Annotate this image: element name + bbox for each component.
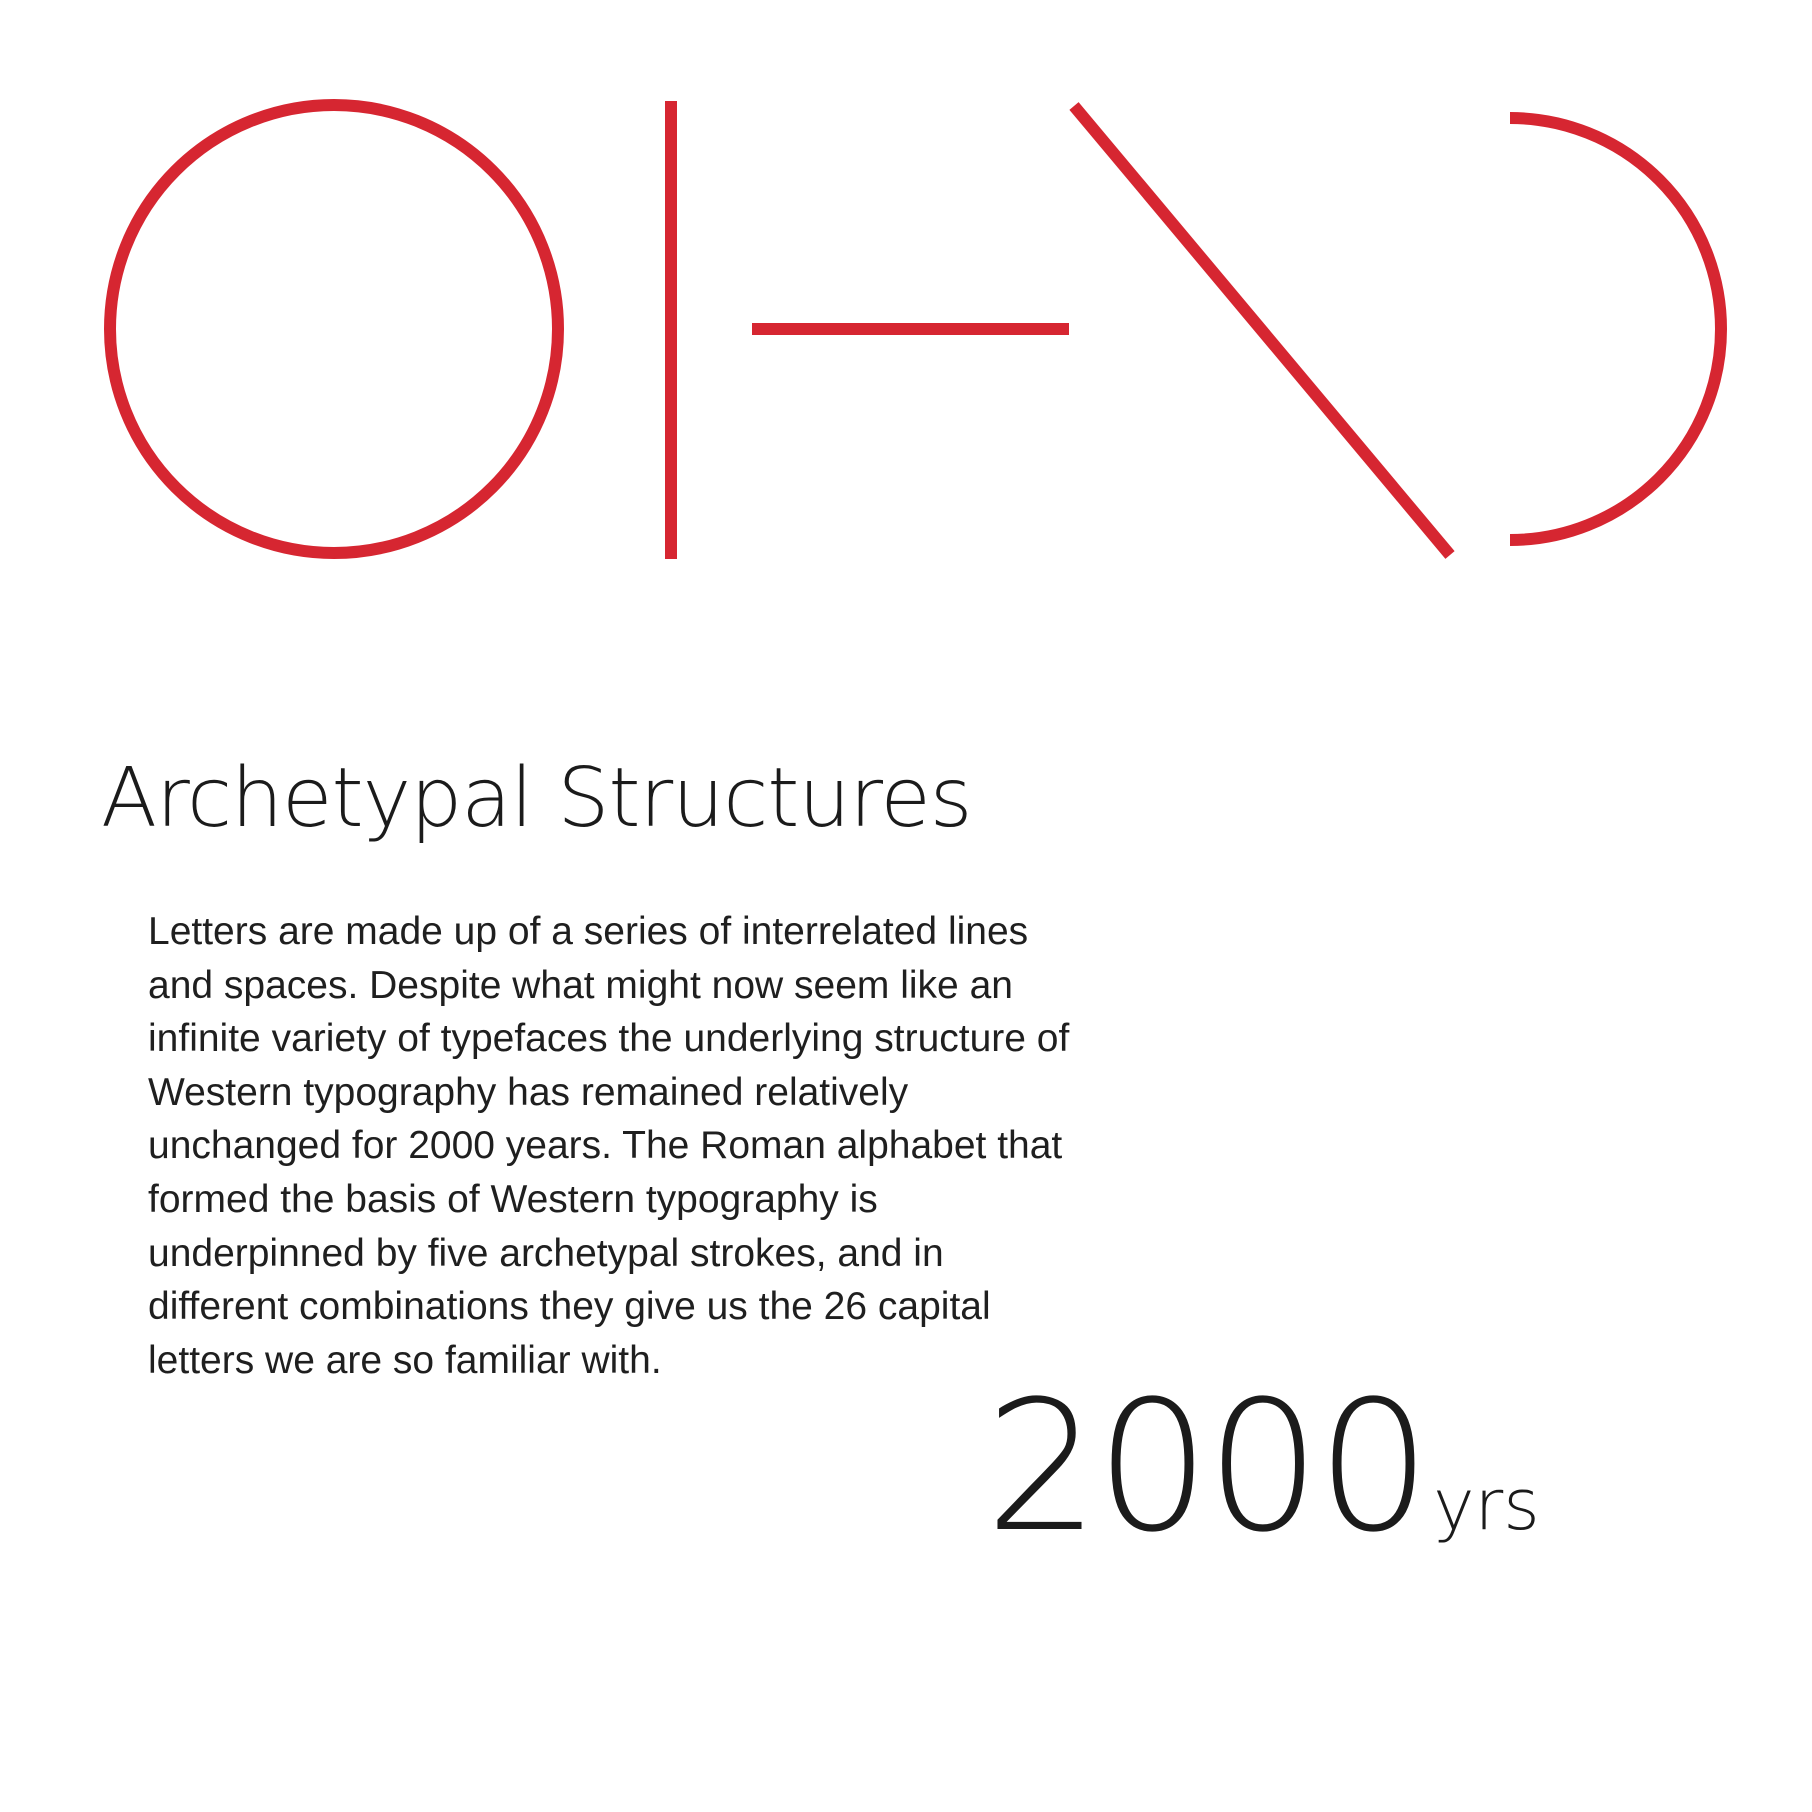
diagonal-stroke-icon	[1074, 106, 1450, 555]
circle-stroke-icon	[110, 105, 558, 553]
body-paragraph: Letters are made up of a series of interrelated lines and spaces. Despite what might now seem like an infinite variety of typefaces the underlying structure of Western typography has remained relatively unchanged for 2000 years. The Roman alphabet that formed the basis of Western typography is underpinned by five archetypal strokes, and in different combinations they give us the 26 capital letters we are so familiar with.	[148, 910, 1070, 1382]
years-unit: yrs	[1433, 1464, 1540, 1546]
page-heading: Archetypal Structures	[101, 751, 972, 846]
years-highlight	[985, 1363, 1540, 1572]
half-circle-stroke-icon	[1510, 118, 1721, 540]
years-number: 2000	[985, 1363, 1428, 1572]
